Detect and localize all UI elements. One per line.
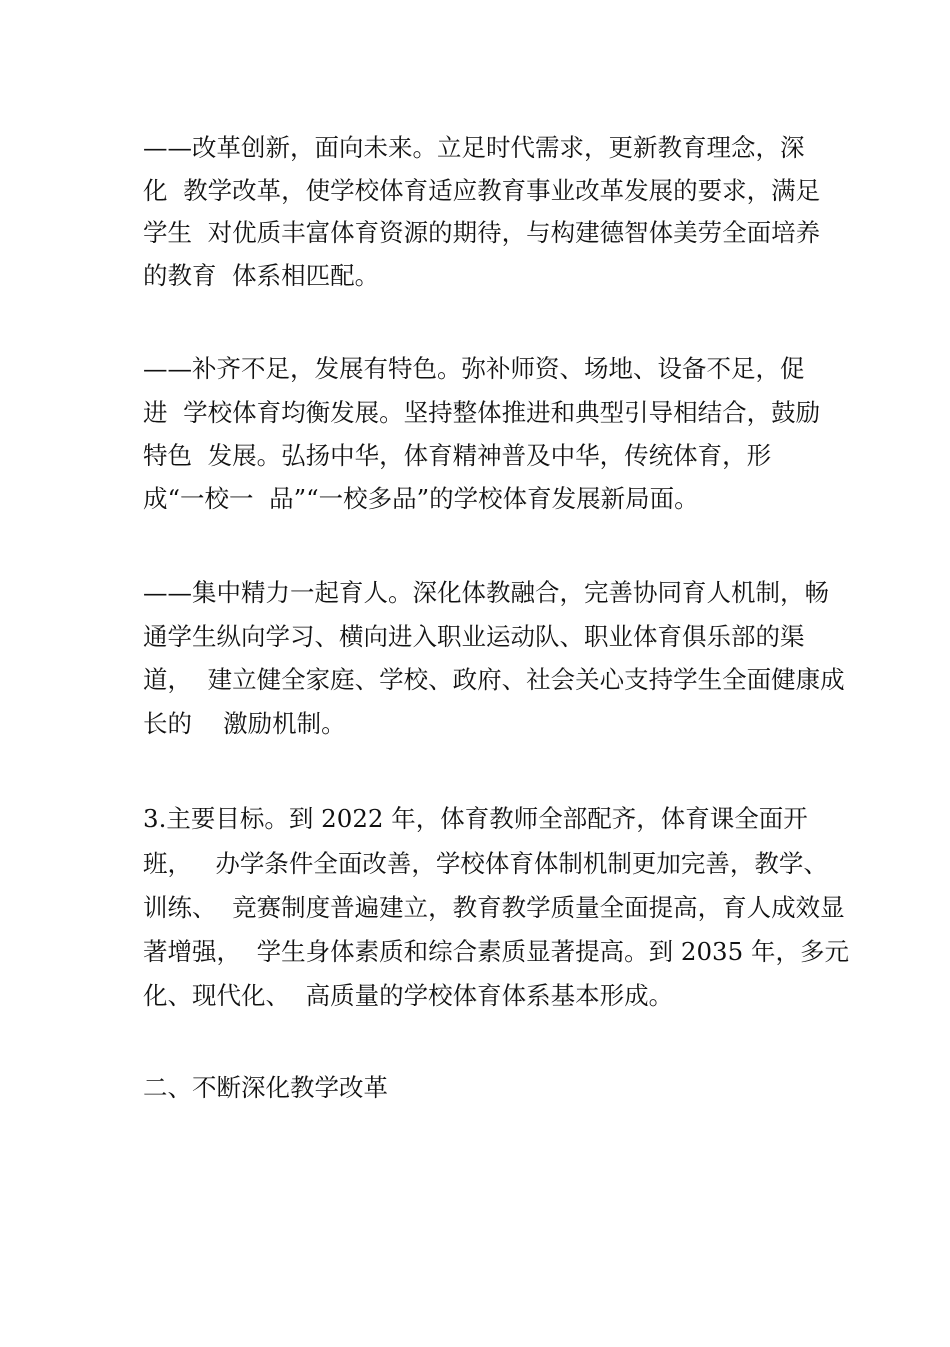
text-line: 3.主要目标。到 2022 年，体育教师全部配齐，体育课全面开 [143, 804, 808, 833]
text-line: 化、现代化、 高质量的学校体育体系基本形成。 [143, 981, 674, 1010]
text-line: 成“一校一 品”“一校多品”的学校体育发展新局面。 [143, 484, 699, 513]
text-line: 道， 建立健全家庭、学校、政府、社会关心支持学生全面健康成 [143, 665, 845, 694]
text-line: ——集中精力一起育人。深化体教融合，完善协同育人机制，畅 [143, 578, 829, 607]
text-line: 著增强， 学生身体素质和综合素质显著提高。到 2035 年，多元 [143, 937, 849, 966]
text-line: 的教育 体系相匹配。 [143, 261, 380, 290]
text-line: 长的 激励机制。 [143, 709, 346, 738]
text-line: 班， 办学条件全面改善，学校体育体制机制更加完善，教学、 [143, 849, 828, 878]
text-line: 学生 对优质丰富体育资源的期待，与构建德智体美劳全面培养 [143, 218, 821, 247]
heading-text: 二、不断深化教学改革 [143, 1073, 388, 1102]
text-line: ——补齐不足，发展有特色。弥补师资、场地、设备不足，促 [143, 354, 805, 383]
text-line: ——改革创新，面向未来。立足时代需求，更新教育理念，深 [143, 133, 805, 162]
text-line: 进 学校体育均衡发展。坚持整体推进和典型引导相结合，鼓励 [143, 398, 821, 427]
text-line: 特色 发展。弘扬中华，体育精神普及中华，传统体育，形 [143, 441, 772, 470]
text-line: 化 教学改革，使学校体育适应教育事业改革发展的要求，满足 [143, 176, 821, 205]
text-line: 训练、 竞赛制度普遍建立，教育教学质量全面提高，育人成效显 [143, 893, 845, 922]
text-line: 通学生纵向学习、横向进入职业运动队、职业体育俱乐部的渠 [143, 622, 805, 651]
